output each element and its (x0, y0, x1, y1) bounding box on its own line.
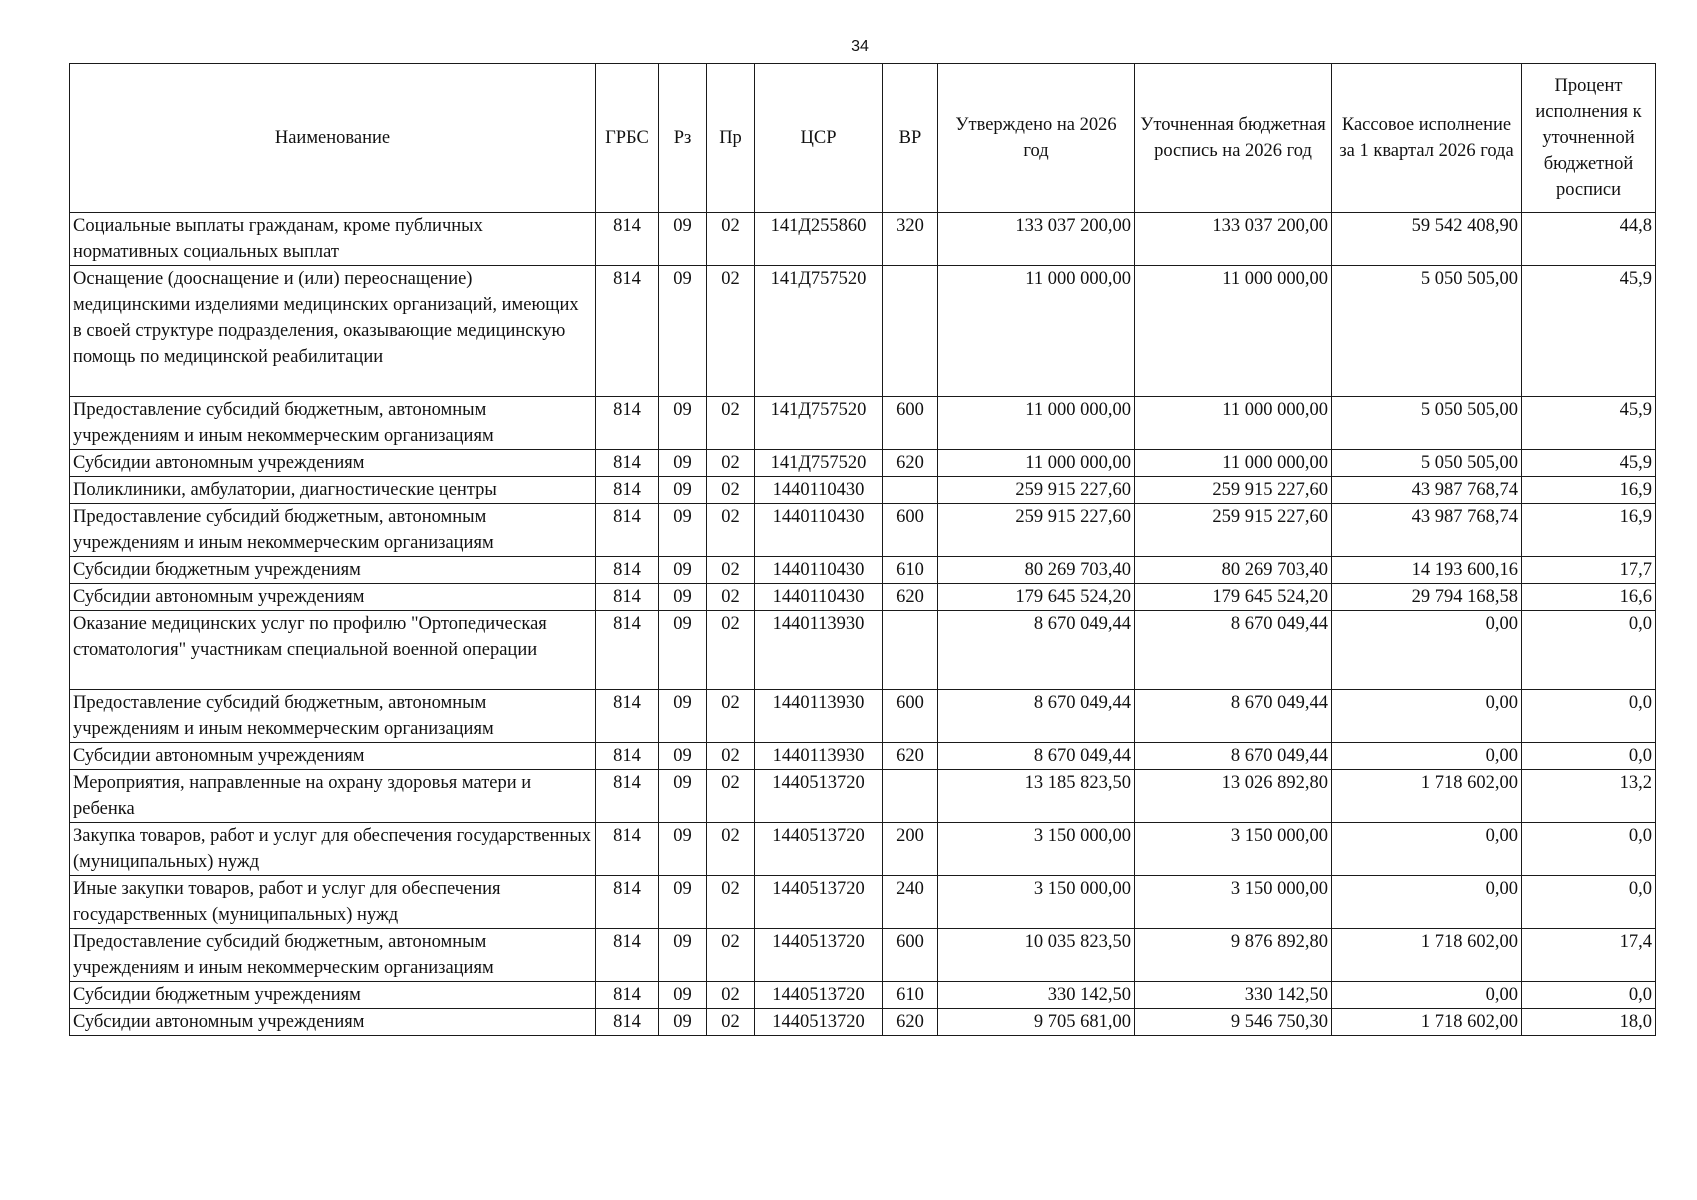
cell-name: Предоставление субсидий бюджетным, автономным учреждениям и иным некоммерческим организациям (70, 929, 596, 982)
cell-cash: 43 987 768,74 (1332, 504, 1522, 557)
cell-vr: 610 (883, 982, 938, 1009)
cell-vr: 320 (883, 213, 938, 266)
cell-name: Социальные выплаты гражданам, кроме публичных нормативных социальных выплат (70, 213, 596, 266)
cell-rz: 09 (659, 823, 707, 876)
cell-vr: 600 (883, 929, 938, 982)
table-row (70, 450, 1656, 477)
cell-percent: 45,9 (1522, 450, 1656, 477)
cell-revised: 11 000 000,00 (1135, 397, 1332, 450)
cell-cash: 0,00 (1332, 823, 1522, 876)
cell-rz: 09 (659, 770, 707, 823)
cell-vr: 620 (883, 1009, 938, 1036)
cell-revised: 9 546 750,30 (1135, 1009, 1332, 1036)
cell-rz: 09 (659, 213, 707, 266)
cell-approved: 259 915 227,60 (938, 504, 1135, 557)
cell-vr: 600 (883, 397, 938, 450)
cell-pr: 02 (707, 584, 755, 611)
cell-grbs: 814 (596, 743, 659, 770)
cell-pr: 02 (707, 450, 755, 477)
cell-revised: 11 000 000,00 (1135, 450, 1332, 477)
table-row (70, 770, 1656, 823)
table-row (70, 929, 1656, 982)
cell-cash: 5 050 505,00 (1332, 266, 1522, 397)
cell-percent: 16,6 (1522, 584, 1656, 611)
cell-grbs: 814 (596, 611, 659, 690)
cell-percent: 18,0 (1522, 1009, 1656, 1036)
cell-pr: 02 (707, 266, 755, 397)
cell-rz: 09 (659, 477, 707, 504)
cell-csr: 1440513720 (755, 876, 883, 929)
cell-cash: 0,00 (1332, 876, 1522, 929)
cell-percent: 16,9 (1522, 477, 1656, 504)
cell-pr: 02 (707, 557, 755, 584)
cell-grbs: 814 (596, 929, 659, 982)
cell-rz: 09 (659, 504, 707, 557)
cell-vr: 620 (883, 450, 938, 477)
header-csr: ЦСР (755, 64, 883, 213)
cell-revised: 80 269 703,40 (1135, 557, 1332, 584)
cell-cash: 0,00 (1332, 690, 1522, 743)
cell-name: Закупка товаров, работ и услуг для обеспечения государственных (муниципальных) нужд (70, 823, 596, 876)
cell-vr: 240 (883, 876, 938, 929)
table-row (70, 876, 1656, 929)
cell-grbs: 814 (596, 504, 659, 557)
cell-rz: 09 (659, 557, 707, 584)
cell-csr: 1440110430 (755, 504, 883, 557)
cell-grbs: 814 (596, 770, 659, 823)
cell-rz: 09 (659, 266, 707, 397)
cell-name: Предоставление субсидий бюджетным, автономным учреждениям и иным некоммерческим организациям (70, 690, 596, 743)
header-vr: ВР (883, 64, 938, 213)
cell-rz: 09 (659, 982, 707, 1009)
table-header-row (70, 64, 1656, 213)
cell-approved: 80 269 703,40 (938, 557, 1135, 584)
budget-execution-table (69, 63, 1656, 1036)
cell-approved: 330 142,50 (938, 982, 1135, 1009)
cell-cash: 5 050 505,00 (1332, 397, 1522, 450)
cell-csr: 141Д757520 (755, 397, 883, 450)
cell-revised: 8 670 049,44 (1135, 743, 1332, 770)
cell-rz: 09 (659, 397, 707, 450)
cell-grbs: 814 (596, 584, 659, 611)
cell-csr: 1440113930 (755, 743, 883, 770)
cell-pr: 02 (707, 504, 755, 557)
table-row (70, 743, 1656, 770)
cell-name: Субсидии бюджетным учреждениям (70, 557, 596, 584)
cell-grbs: 814 (596, 876, 659, 929)
cell-vr: 620 (883, 584, 938, 611)
cell-approved: 11 000 000,00 (938, 450, 1135, 477)
header-approved: Утверждено на 2026 год (938, 64, 1135, 213)
cell-grbs: 814 (596, 397, 659, 450)
cell-csr: 1440513720 (755, 929, 883, 982)
header-revised: Уточненная бюджетная роспись на 2026 год (1135, 64, 1332, 213)
cell-approved: 8 670 049,44 (938, 743, 1135, 770)
cell-cash: 1 718 602,00 (1332, 929, 1522, 982)
header-cash: Кассовое исполнение за 1 квартал 2026 года (1332, 64, 1522, 213)
cell-revised: 9 876 892,80 (1135, 929, 1332, 982)
cell-name: Предоставление субсидий бюджетным, автономным учреждениям и иным некоммерческим организациям (70, 397, 596, 450)
cell-revised: 179 645 524,20 (1135, 584, 1332, 611)
cell-csr: 1440113930 (755, 690, 883, 743)
cell-csr: 1440513720 (755, 823, 883, 876)
cell-grbs: 814 (596, 690, 659, 743)
cell-percent: 17,4 (1522, 929, 1656, 982)
cell-approved: 9 705 681,00 (938, 1009, 1135, 1036)
cell-grbs: 814 (596, 1009, 659, 1036)
cell-grbs: 814 (596, 982, 659, 1009)
cell-name: Оснащение (дооснащение и (или) переоснащение) медицинскими изделиями медицинских организаций, имеющих в своей структуре подразделения, оказывающие медицинскую помощь по медицинской реабилитации (70, 266, 596, 397)
cell-cash: 1 718 602,00 (1332, 1009, 1522, 1036)
cell-cash: 0,00 (1332, 611, 1522, 690)
cell-pr: 02 (707, 823, 755, 876)
cell-cash: 43 987 768,74 (1332, 477, 1522, 504)
header-pr: Пр (707, 64, 755, 213)
cell-pr: 02 (707, 477, 755, 504)
cell-name: Субсидии автономным учреждениям (70, 1009, 596, 1036)
cell-rz: 09 (659, 743, 707, 770)
cell-csr: 1440513720 (755, 982, 883, 1009)
cell-revised: 11 000 000,00 (1135, 266, 1332, 397)
cell-cash: 5 050 505,00 (1332, 450, 1522, 477)
cell-csr: 1440110430 (755, 557, 883, 584)
cell-pr: 02 (707, 611, 755, 690)
cell-approved: 13 185 823,50 (938, 770, 1135, 823)
cell-revised: 8 670 049,44 (1135, 690, 1332, 743)
table-row (70, 1009, 1656, 1036)
cell-percent: 0,0 (1522, 743, 1656, 770)
cell-csr: 1440113930 (755, 611, 883, 690)
table-row (70, 213, 1656, 266)
cell-name: Субсидии автономным учреждениям (70, 584, 596, 611)
cell-cash: 1 718 602,00 (1332, 770, 1522, 823)
cell-csr: 1440110430 (755, 584, 883, 611)
cell-revised: 8 670 049,44 (1135, 611, 1332, 690)
cell-csr: 141Д255860 (755, 213, 883, 266)
cell-vr (883, 770, 938, 823)
cell-rz: 09 (659, 690, 707, 743)
cell-cash: 0,00 (1332, 982, 1522, 1009)
cell-vr: 200 (883, 823, 938, 876)
cell-pr: 02 (707, 770, 755, 823)
cell-approved: 8 670 049,44 (938, 611, 1135, 690)
cell-percent: 0,0 (1522, 611, 1656, 690)
cell-name: Субсидии автономным учреждениям (70, 743, 596, 770)
header-rz: Рз (659, 64, 707, 213)
cell-percent: 0,0 (1522, 690, 1656, 743)
cell-pr: 02 (707, 876, 755, 929)
cell-approved: 3 150 000,00 (938, 876, 1135, 929)
cell-rz: 09 (659, 1009, 707, 1036)
cell-rz: 09 (659, 450, 707, 477)
cell-approved: 179 645 524,20 (938, 584, 1135, 611)
cell-approved: 11 000 000,00 (938, 266, 1135, 397)
cell-grbs: 814 (596, 450, 659, 477)
cell-grbs: 814 (596, 266, 659, 397)
cell-approved: 3 150 000,00 (938, 823, 1135, 876)
header-name: Наименование (70, 64, 596, 213)
cell-pr: 02 (707, 690, 755, 743)
cell-approved: 259 915 227,60 (938, 477, 1135, 504)
table-row (70, 982, 1656, 1009)
cell-percent: 0,0 (1522, 982, 1656, 1009)
table-row (70, 477, 1656, 504)
table-row (70, 397, 1656, 450)
cell-pr: 02 (707, 743, 755, 770)
cell-csr: 1440513720 (755, 770, 883, 823)
cell-csr: 1440110430 (755, 477, 883, 504)
cell-cash: 29 794 168,58 (1332, 584, 1522, 611)
cell-rz: 09 (659, 584, 707, 611)
cell-vr (883, 266, 938, 397)
cell-vr (883, 477, 938, 504)
cell-pr: 02 (707, 213, 755, 266)
cell-revised: 133 037 200,00 (1135, 213, 1332, 266)
cell-revised: 3 150 000,00 (1135, 823, 1332, 876)
cell-grbs: 814 (596, 823, 659, 876)
cell-approved: 8 670 049,44 (938, 690, 1135, 743)
cell-percent: 0,0 (1522, 876, 1656, 929)
cell-rz: 09 (659, 929, 707, 982)
cell-cash: 14 193 600,16 (1332, 557, 1522, 584)
cell-revised: 13 026 892,80 (1135, 770, 1332, 823)
cell-cash: 0,00 (1332, 743, 1522, 770)
cell-pr: 02 (707, 1009, 755, 1036)
cell-grbs: 814 (596, 557, 659, 584)
cell-revised: 3 150 000,00 (1135, 876, 1332, 929)
cell-revised: 259 915 227,60 (1135, 477, 1332, 504)
cell-percent: 13,2 (1522, 770, 1656, 823)
table-row (70, 611, 1656, 690)
table-row (70, 266, 1656, 397)
cell-approved: 11 000 000,00 (938, 397, 1135, 450)
cell-pr: 02 (707, 397, 755, 450)
cell-name: Субсидии бюджетным учреждениям (70, 982, 596, 1009)
table-row (70, 823, 1656, 876)
cell-vr: 610 (883, 557, 938, 584)
cell-percent: 45,9 (1522, 266, 1656, 397)
page-number: 34 (851, 38, 869, 55)
cell-cash: 59 542 408,90 (1332, 213, 1522, 266)
table-row (70, 584, 1656, 611)
table-row (70, 690, 1656, 743)
cell-name: Мероприятия, направленные на охрану здоровья матери и ребенка (70, 770, 596, 823)
cell-percent: 16,9 (1522, 504, 1656, 557)
cell-vr: 600 (883, 504, 938, 557)
cell-approved: 10 035 823,50 (938, 929, 1135, 982)
header-grbs: ГРБС (596, 64, 659, 213)
cell-name: Поликлиники, амбулатории, диагностические центры (70, 477, 596, 504)
cell-revised: 259 915 227,60 (1135, 504, 1332, 557)
cell-approved: 133 037 200,00 (938, 213, 1135, 266)
cell-percent: 45,9 (1522, 397, 1656, 450)
cell-csr: 141Д757520 (755, 266, 883, 397)
cell-pr: 02 (707, 982, 755, 1009)
cell-grbs: 814 (596, 477, 659, 504)
cell-name: Оказание медицинских услуг по профилю "Ортопедическая стоматология" участникам специальной военной операции (70, 611, 596, 690)
cell-name: Предоставление субсидий бюджетным, автономным учреждениям и иным некоммерческим организациям (70, 504, 596, 557)
cell-percent: 17,7 (1522, 557, 1656, 584)
cell-rz: 09 (659, 611, 707, 690)
cell-percent: 0,0 (1522, 823, 1656, 876)
cell-percent: 44,8 (1522, 213, 1656, 266)
cell-csr: 1440513720 (755, 1009, 883, 1036)
cell-vr: 620 (883, 743, 938, 770)
cell-name: Субсидии автономным учреждениям (70, 450, 596, 477)
cell-rz: 09 (659, 876, 707, 929)
cell-vr (883, 611, 938, 690)
table-row (70, 504, 1656, 557)
cell-pr: 02 (707, 929, 755, 982)
cell-grbs: 814 (596, 213, 659, 266)
header-percent: Процент исполнения к уточненной бюджетной росписи (1522, 64, 1656, 213)
cell-name: Иные закупки товаров, работ и услуг для обеспечения государственных (муниципальных) нужд (70, 876, 596, 929)
table-row (70, 557, 1656, 584)
cell-csr: 141Д757520 (755, 450, 883, 477)
cell-vr: 600 (883, 690, 938, 743)
cell-revised: 330 142,50 (1135, 982, 1332, 1009)
